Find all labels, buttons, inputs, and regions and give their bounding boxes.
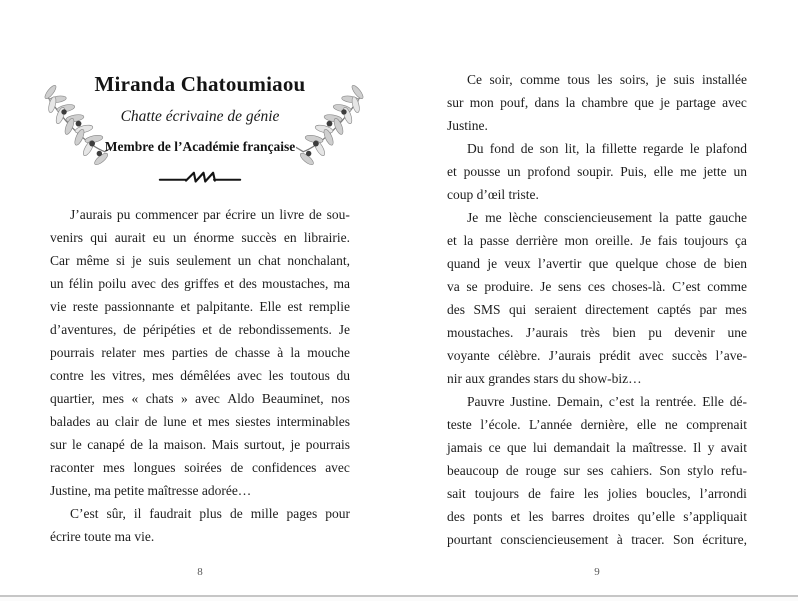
text-line: et pousse un profond soupir. Puis, elle me jette un — [447, 164, 747, 179]
text-line: Pauvre Justine. Demain, c’est la rentrée. Elle dé- — [467, 394, 747, 409]
text-line: des SMS qui seraient directement captés par mes — [447, 302, 747, 317]
text-line: coup d’œil triste. — [447, 187, 539, 202]
text-line: Je me lèche consciencieusement la patte gauche — [467, 210, 747, 225]
text-line: écrire toute ma vie. — [50, 529, 155, 544]
text-line: C’est sûr, il faudrait plus de mille pages pour — [70, 506, 350, 521]
text-line: quand je veux l’avertir que quelque chose de bien — [447, 256, 747, 271]
twist-rule-ornament-icon — [50, 169, 350, 187]
paragraph — [50, 502, 350, 548]
paragraph — [447, 68, 747, 137]
page-left-body — [50, 203, 350, 548]
text-line: sur le canapé de la maison. Mais surtout, je pourrais — [50, 437, 350, 452]
olive-branch-right-icon — [296, 84, 372, 176]
text-line: Ce soir, comme tous les soirs, je suis installée — [467, 72, 747, 87]
paragraph — [447, 390, 747, 551]
text-line: un félin poilu avec des griffes et des moustaches, ma — [50, 276, 350, 291]
text-line: Du fond de son lit, la fillette regarde le plafond — [467, 141, 747, 156]
olive-branch-left-icon — [36, 84, 112, 176]
text-line: contre les vitres, mes démêlées avec les toutous du — [50, 368, 350, 383]
text-line: moustaches. J’aurais très bien pu devenir une — [447, 325, 747, 340]
text-line: voyante célèbre. J’aurais prédit avec succès l’ave- — [447, 348, 747, 363]
text-line: J’aurais pu commencer par écrire un livre de sou- — [70, 207, 350, 222]
text-line: va se produire. Je sens ces choses-là. C’est comme — [447, 279, 747, 294]
paragraph — [447, 206, 747, 390]
text-line: pourrais relater mes parties de chasse à la mouche — [50, 345, 350, 360]
text-line: teste l’école. L’année dernière, elle ne comprenait — [447, 417, 747, 432]
page-right — [447, 0, 747, 601]
page-number-right: 9 — [594, 566, 600, 578]
page-left — [50, 0, 350, 601]
text-line: beaucoup de rouge sur ses cahiers. Son stylo refu- — [447, 463, 747, 478]
text-line: jamais ce que lui demandait la maîtresse. Il y avait — [447, 440, 747, 455]
text-line: vie reste passionnante et palpitante. Elle est remplie — [50, 299, 350, 314]
text-line: pourtant consciencieusement à tracer. Son écriture, — [447, 532, 747, 547]
text-line: venirs qui aurait eu un énorme succès en librairie. — [50, 230, 350, 245]
text-line: d’aventures, de péripéties et de rebondissements. Je — [50, 322, 350, 337]
text-line: sait toujours de faire les jolies boucles, l’arrondi — [447, 486, 747, 501]
text-line: et la passe derrière mon oreille. Je fais toujours ça — [447, 233, 747, 248]
chapter-author-subtitle: Chatte écrivaine de génie — [120, 108, 280, 125]
paragraph — [447, 137, 747, 206]
text-line: quartier, mes « chats » avec Aldo Beauminet, nos — [50, 391, 350, 406]
chapter-author-title: Miranda Chatoumiaou — [94, 72, 306, 96]
text-line: Justine, ma petite maîtresse adorée… — [50, 483, 252, 498]
text-line: des ponts et les barres droites qu’elle s’appliquait — [447, 509, 747, 524]
text-line: balades au clair de lune et mes siestes interminables — [50, 414, 350, 429]
text-line: raconter mes longues soirées de confidences avec — [50, 460, 350, 475]
page-number-left: 8 — [197, 566, 203, 578]
page-right-body — [447, 68, 747, 551]
chapter-author-affiliation: Membre de l’Académie française — [104, 139, 296, 154]
text-line: Car même si je suis seulement un chat nonchalant, — [50, 253, 350, 268]
text-line: nir aux grandes stars du show-biz… — [447, 371, 642, 386]
text-line: Justine. — [447, 118, 488, 133]
paragraph — [50, 203, 350, 502]
text-line: sur mon pouf, dans la chambre que je partage avec — [447, 95, 747, 110]
page-bottom-edge — [0, 595, 798, 601]
